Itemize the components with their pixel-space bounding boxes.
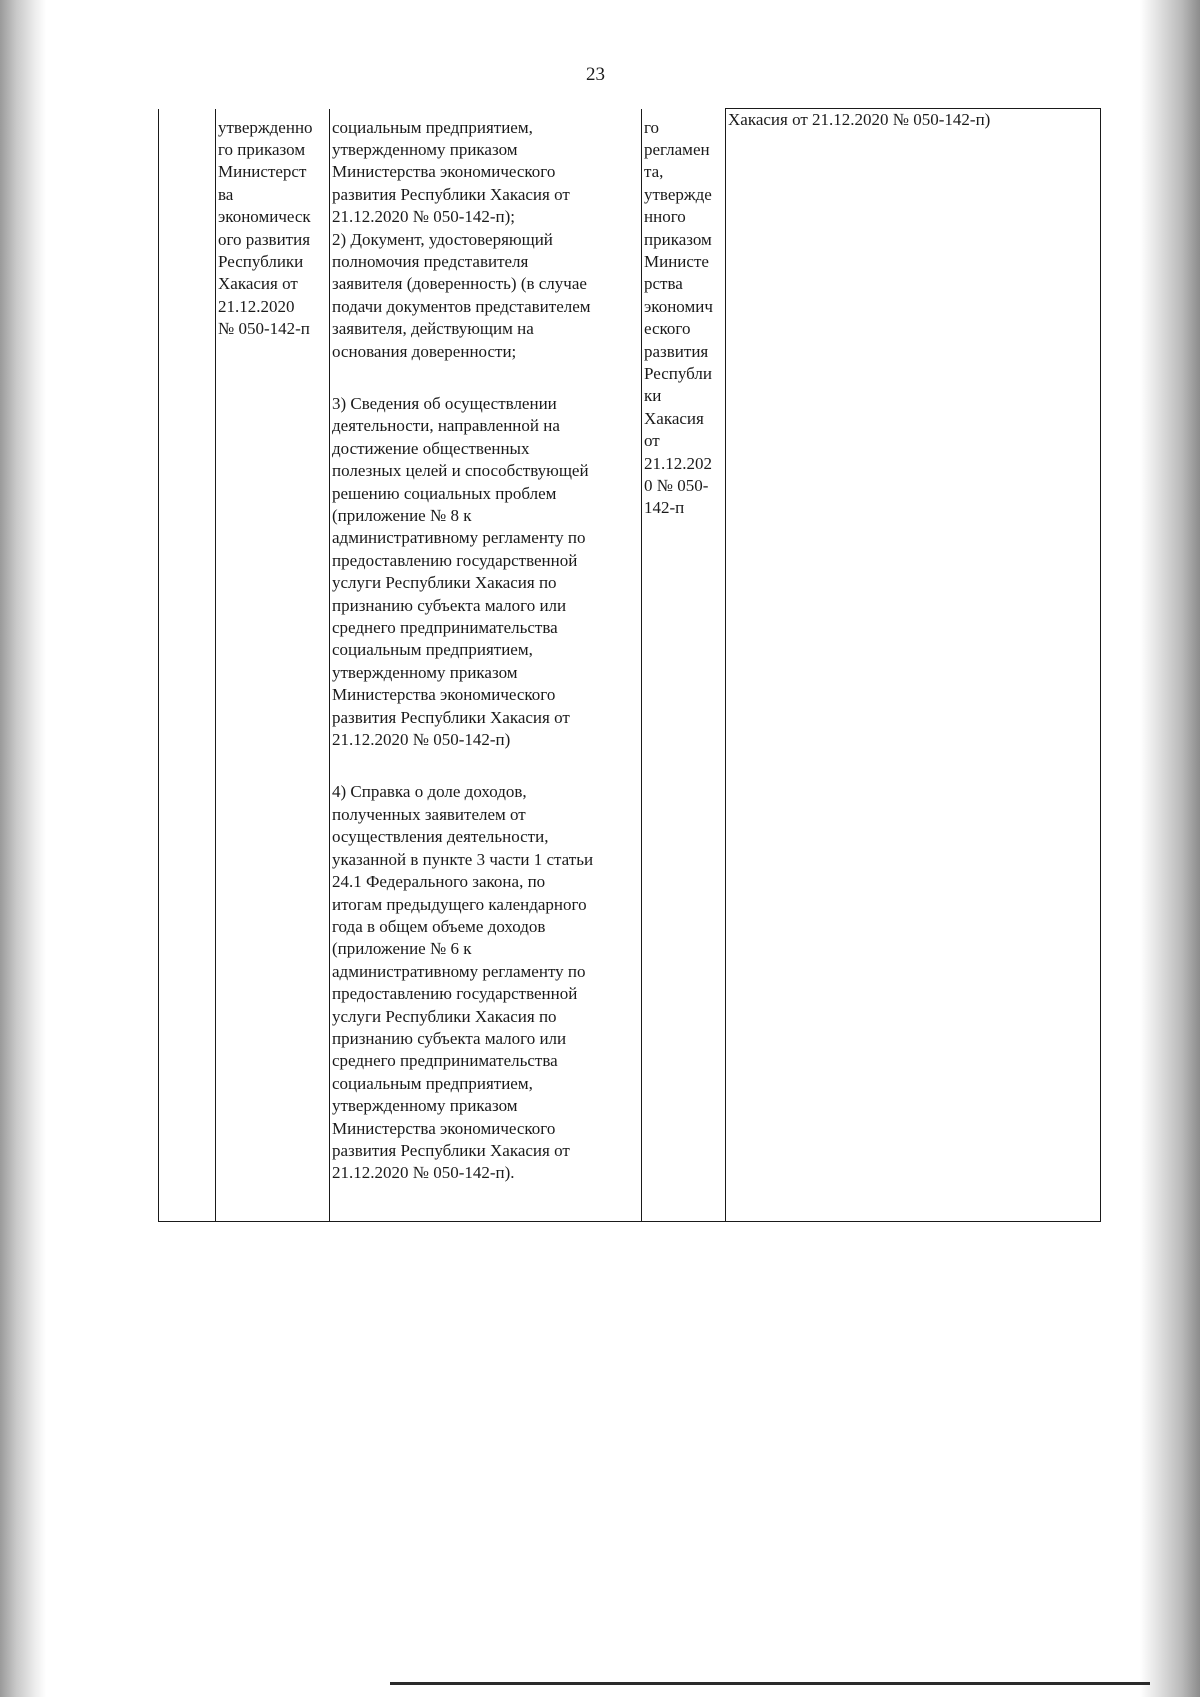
table-cell-number xyxy=(159,109,216,1222)
page-number: 23 xyxy=(586,64,605,85)
scan-edge-right xyxy=(1140,0,1200,1697)
table-row xyxy=(159,109,1101,1222)
documents-paragraph-2: 3) Сведения об осуществлении деятельности, направленной на достижение общественных полезных целей и способствующей решению социальных проблем (приложение № 8 к административному регламенту по предоставлению государственной услуги Республики Хакасия по признанию субъекта малого или среднего предпринимательства социальным предприятием, утвержденному приказом Министерства экономического развития Республики Хакасия от 21.12.2020 № 050-142-п) xyxy=(332,393,589,750)
table-cell-regulation xyxy=(642,109,726,1222)
documents-paragraph-3: 4) Справка о доле доходов, полученных заявителем от осуществления деятельности, указанной в пункте 3 части 1 статьи 24.1 Федерального закона, по итогам предыдущего календарного года в общем объеме доходов (приложение № 6 к административному регламенту по предоставлению государственной услуги Республики Хакасия по признанию субъекта малого или среднего предпринимательства социальным предприятием, утвержденному приказом Министерства экономического развития Республики Хакасия от 21.12.2020 № 050-142-п). xyxy=(332,782,594,1183)
scan-bottom-line xyxy=(390,1682,1150,1685)
paragraph-gap xyxy=(330,363,641,385)
document-table xyxy=(158,108,1101,1222)
documents-paragraph-1: социальным предприятием, утвержденному приказом Министерства экономического развития Республики Хакасия от 21.12.2020 № 050-142-п); 2) Документ, удостоверяющий полномочия представителя заявителя (доверенность) (в случае подачи документов представителем заявителя, действующим на основания доверенности; xyxy=(332,117,591,361)
cell-note-text: Хакасия от 21.12.2020 № 050-142-п) xyxy=(728,110,991,129)
table-cell-approval xyxy=(216,109,330,1222)
scan-edge-left xyxy=(0,0,46,1697)
table-cell-documents xyxy=(330,109,642,1222)
table-cell-note xyxy=(726,109,1101,1222)
cell-regulation-text: го регламен та, утвержде нного приказом Министе рства экономич еского развития Республи ки Хакасия от 21.12.202 0 № 050- 142-п xyxy=(644,117,713,518)
cell-approval-text: утвержденно го приказом Министерст ва экономическ ого развития Республики Хакасия от 21.12.2020 № 050-142-п xyxy=(218,117,313,339)
paragraph-gap xyxy=(330,751,641,773)
